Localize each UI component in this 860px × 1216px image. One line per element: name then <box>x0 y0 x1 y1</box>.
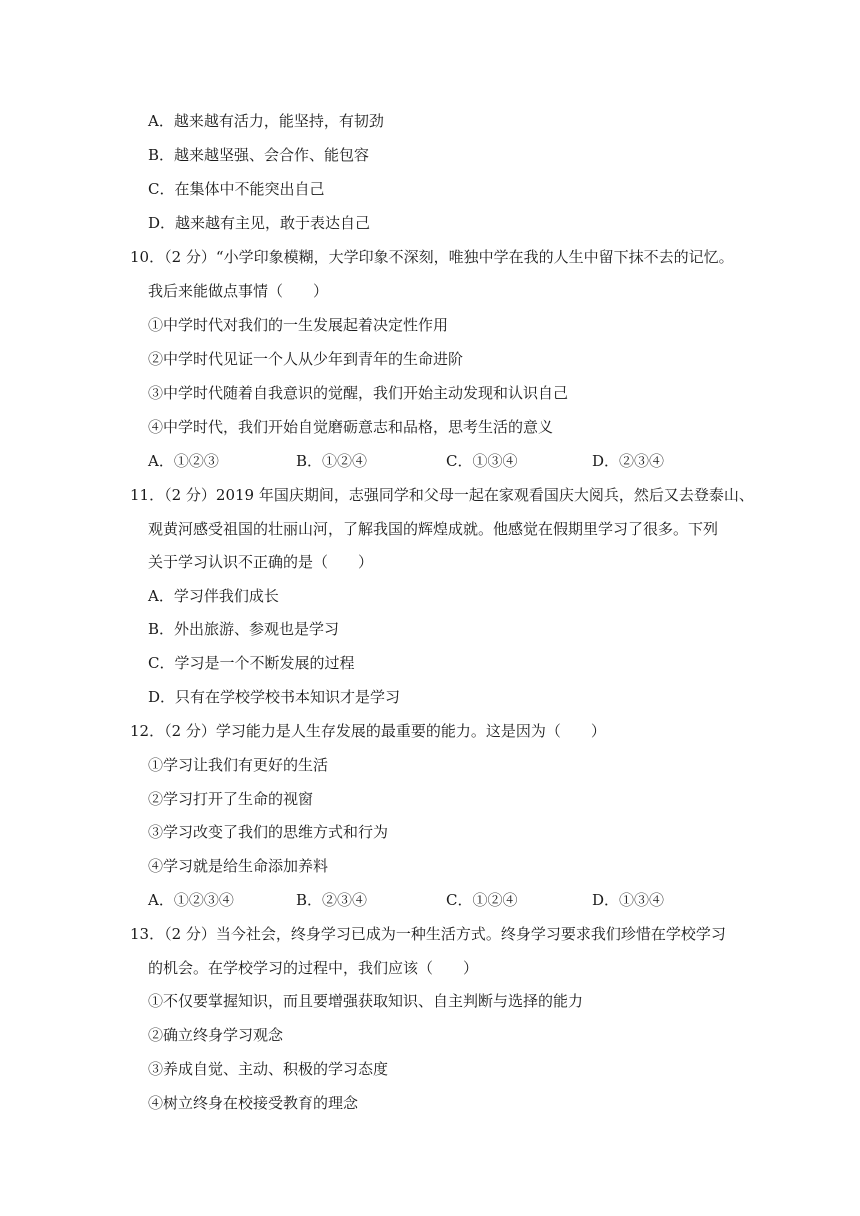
q12-choice-b: B．②③④ <box>296 891 368 909</box>
q10-statement-1: ①中学时代对我们的一生发展起着决定性作用 <box>148 316 449 334</box>
q13-statement-1: ①不仅要掌握知识，而且要增强获取知识、自主判断与选择的能力 <box>148 992 584 1010</box>
q12-choice-a: A．①②③④ <box>148 891 234 909</box>
q13-statement-3: ③养成自觉、主动、积极的学习态度 <box>148 1060 389 1078</box>
q10-choice-b: B．①②④ <box>296 452 368 470</box>
q10-choice-d: D．②③④ <box>592 452 665 470</box>
q12-statement-4: ④学习就是给生命添加养料 <box>148 857 329 875</box>
q12-statement-1: ①学习让我们有更好的生活 <box>148 756 329 774</box>
q10-stem-line1: 10．（2 分）“小学印象模糊，大学印象不深刻，唯独中学在我的人生中留下抹不去的记忆。 <box>130 248 734 266</box>
q11-option-d: D．只有在学校学校书本知识才是学习 <box>148 688 401 706</box>
q11-option-b: B．外出旅游、参观也是学习 <box>148 620 340 638</box>
q12-choice-c: C．①②④ <box>446 891 518 909</box>
q12-choice-d: D．①③④ <box>592 891 665 909</box>
q10-choice-a: A．①②③ <box>148 452 219 470</box>
q12-statement-3: ③学习改变了我们的思维方式和行为 <box>148 823 389 841</box>
q11-stem-line1: 11．（2 分）2019 年国庆期间，志强同学和父母一起在家观看国庆大阅兵，然后又去登泰山、 <box>130 486 754 504</box>
q10-statement-4: ④中学时代，我们开始自觉磨砺意志和品格，思考生活的意义 <box>148 418 554 436</box>
q11-stem-line2: 观黄河感受祖国的壮丽山河，了解我国的辉煌成就。他感觉在假期里学习了很多。下列 <box>148 520 719 538</box>
q11-stem-line3: 关于学习认识不正确的是（ ） <box>148 553 374 571</box>
q10-statement-2: ②中学时代见证一个人从少年到青年的生命进阶 <box>148 350 464 368</box>
q13-stem-line1: 13．（2 分）当今社会，终身学习已成为一种生活方式。终身学习要求我们珍惜在学校学习 <box>130 925 726 943</box>
q10-choice-c: C．①③④ <box>446 452 518 470</box>
q13-stem-line2: 的机会。在学校学习的过程中，我们应该（ ） <box>148 959 479 977</box>
q11-option-a: A．学习伴我们成长 <box>148 587 279 605</box>
q9-option-c: C．在集体中不能突出自己 <box>148 180 325 198</box>
q9-option-d: D．越来越有主见，敢于表达自己 <box>148 214 371 232</box>
q10-statement-3: ③中学时代随着自我意识的觉醒，我们开始主动发现和认识自己 <box>148 384 569 402</box>
q13-statement-2: ②确立终身学习观念 <box>148 1026 284 1044</box>
q9-option-b: B．越来越坚强、会合作、能包容 <box>148 146 370 164</box>
q9-option-a: A．越来越有活力，能坚持，有韧劲 <box>148 112 384 130</box>
q11-option-c: C．学习是一个不断发展的过程 <box>148 654 355 672</box>
q10-stem-line2: 我后来能做点事情（ ） <box>148 282 329 300</box>
q12-statement-2: ②学习打开了生命的视窗 <box>148 790 314 808</box>
q13-statement-4: ④树立终身在校接受教育的理念 <box>148 1094 359 1112</box>
q12-stem-line1: 12．（2 分）学习能力是人生存发展的最重要的能力。这是因为（ ） <box>130 722 606 740</box>
